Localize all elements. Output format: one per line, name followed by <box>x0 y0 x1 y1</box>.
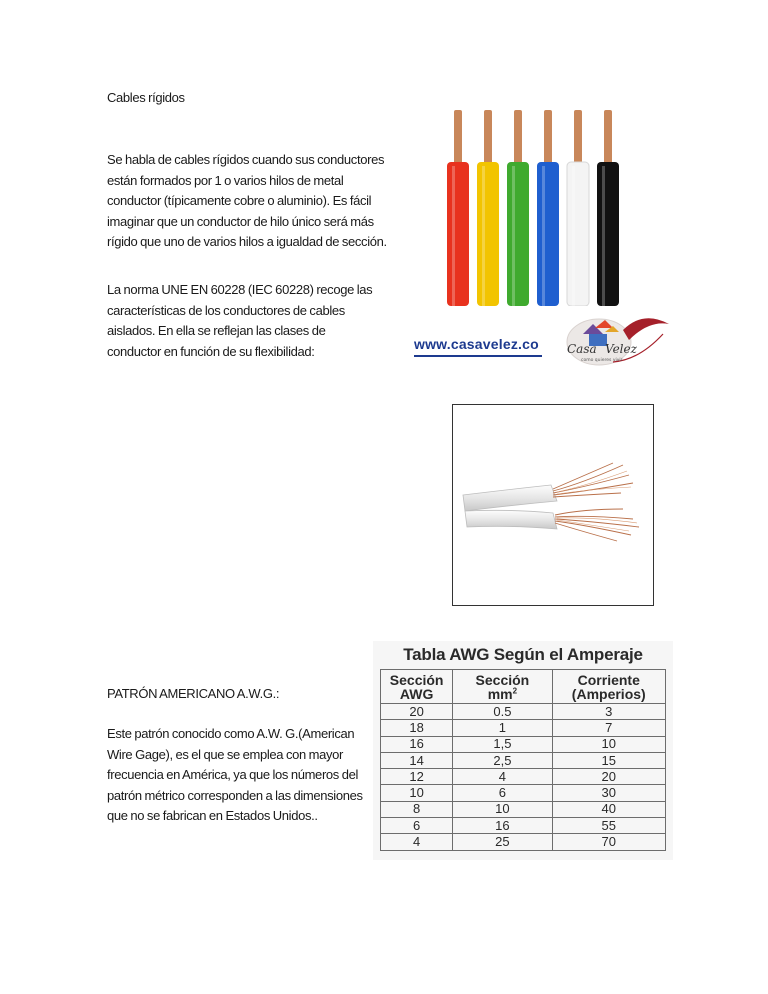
copper-core-5 <box>604 110 612 168</box>
paragraph-cables-rigidos: Se habla de cables rígidos cuando sus conductores están formados por 1 o varios hilos de metal conductor (típicamente cobre o aluminio). Es fácil imaginar que un conductor de hilo único será más rígido que uno de varios hilos a igualdad de sección. <box>107 152 387 249</box>
awg-header-line2: AWG <box>399 685 434 702</box>
table-cell: 14 <box>381 752 453 768</box>
wire-insulation-5 <box>597 162 619 306</box>
logo-url-text: www.casavelez.co <box>414 336 539 352</box>
wire-insulation-2 <box>507 162 529 306</box>
section-heading-patron-americano: PATRÓN AMERICANO A.W.G.: <box>107 686 280 701</box>
table-cell: 6 <box>381 818 453 834</box>
wire-insulation-0 <box>447 162 469 306</box>
section-heading-cables-rigidos: Cables rígidos <box>107 90 185 105</box>
awg-header-line2: mm <box>487 685 513 702</box>
table-row <box>381 736 666 752</box>
table-cell: 2,5 <box>453 752 552 768</box>
table-cell: 20 <box>552 769 665 785</box>
table-cell: 4 <box>381 834 453 850</box>
table-cell: 55 <box>552 818 665 834</box>
copper-core-4 <box>574 110 582 168</box>
awg-header-superscript: 2 <box>512 685 518 695</box>
table-cell: 7 <box>552 720 665 736</box>
logo-underline <box>414 355 542 357</box>
table-cell: 70 <box>552 834 665 850</box>
table-cell: 30 <box>552 785 665 801</box>
awg-table-title: Tabla AWG Según el Amperaje <box>403 645 643 664</box>
table-row <box>381 801 666 817</box>
table-cell: 1 <box>453 720 552 736</box>
svg-text:Velez: Velez <box>605 342 637 356</box>
awg-header-2 <box>552 670 665 704</box>
table-row <box>381 785 666 801</box>
awg-header-line1: Sección <box>475 671 530 688</box>
table-cell: 8 <box>381 801 453 817</box>
awg-header-line1: Sección <box>389 671 444 688</box>
table-row <box>381 818 666 834</box>
table-cell: 4 <box>453 769 552 785</box>
table-cell: 25 <box>453 834 552 850</box>
awg-header-1 <box>453 670 552 704</box>
copper-core-2 <box>514 110 522 168</box>
table-row <box>381 704 666 720</box>
table-cell: 0.5 <box>453 704 552 720</box>
awg-table-image <box>373 641 673 860</box>
table-cell: 1,5 <box>453 736 552 752</box>
wire-highlight-4 <box>572 166 575 306</box>
table-cell: 15 <box>552 752 665 768</box>
wire-highlight-3 <box>542 166 545 306</box>
table-cell: 16 <box>381 736 453 752</box>
awg-header-line1: Corriente <box>577 671 640 688</box>
wire-highlight-2 <box>512 166 515 306</box>
flexible-cable-image <box>453 405 653 605</box>
colored-wires-image <box>428 96 660 306</box>
paragraph-patron-awg: Este patrón conocido como A.W. G.(American Wire Gage), es el que se emplea con mayor frecuencia en América, ya que los números del patrón métrico corresponden a las dimensiones que no se fabrican en Estados Unidos.. <box>107 726 363 823</box>
wire-highlight-0 <box>452 166 455 306</box>
table-cell: 6 <box>453 785 552 801</box>
svg-text:Casa: Casa <box>567 342 597 356</box>
copper-core-3 <box>544 110 552 168</box>
wire-insulation-1 <box>477 162 499 306</box>
wire-insulation-3 <box>537 162 559 306</box>
table-row <box>381 752 666 768</box>
awg-header-0 <box>381 670 453 704</box>
awg-table <box>380 669 666 851</box>
casavelez-logo <box>553 310 673 370</box>
table-cell: 10 <box>552 736 665 752</box>
table-cell: 20 <box>381 704 453 720</box>
flexible-cable-image-frame <box>452 404 654 606</box>
table-cell: 10 <box>453 801 552 817</box>
svg-text:como quieres vivir: como quieres vivir <box>581 358 623 363</box>
table-cell: 18 <box>381 720 453 736</box>
table-cell: 16 <box>453 818 552 834</box>
table-cell: 3 <box>552 704 665 720</box>
table-cell: 10 <box>381 785 453 801</box>
wire-highlight-1 <box>482 166 485 306</box>
copper-core-1 <box>484 110 492 168</box>
table-cell: 12 <box>381 769 453 785</box>
table-cell: 40 <box>552 801 665 817</box>
wire-insulation-4 <box>567 162 589 306</box>
table-row <box>381 769 666 785</box>
copper-core-0 <box>454 110 462 168</box>
awg-header-line2: (Amperios) <box>571 685 646 702</box>
table-row <box>381 834 666 850</box>
wire-highlight-5 <box>602 166 605 306</box>
paragraph-norma-une: La norma UNE EN 60228 (IEC 60228) recoge las características de los conductores de cables aislados. En ella se reflejan las clases de conductor en función de su flexibilidad: <box>107 282 373 359</box>
table-row <box>381 720 666 736</box>
